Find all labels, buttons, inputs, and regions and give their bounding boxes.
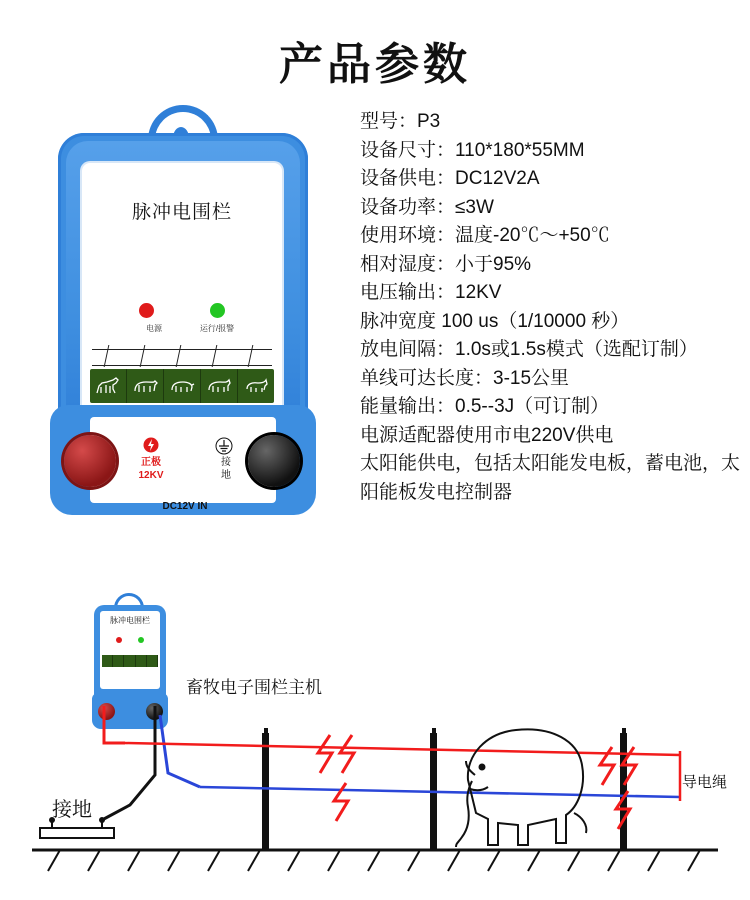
goat-icon xyxy=(201,369,238,403)
sheep-icon xyxy=(238,369,274,403)
ground-terminal-knob xyxy=(248,435,300,487)
power-led-label: 电源 xyxy=(146,324,162,333)
livestock-icon-strip xyxy=(90,369,274,403)
cow-icon xyxy=(127,369,164,403)
spec-item-single-line-length: 单线可达长度：3-15公里 xyxy=(360,367,570,389)
run-alarm-led-label: 运行/报警 xyxy=(199,324,235,333)
installation-diagram xyxy=(0,575,750,900)
device-front-panel xyxy=(82,163,282,413)
spec-item-solar: 太阳能供电，包括太阳能发电板，蓄电池，太阳能板发电控制器 xyxy=(360,453,741,503)
spec-item-power-supply: 设备供电：DC12V2A xyxy=(360,168,540,189)
spec-item-discharge-interval: 放电间隔：1.0s或1.5s模式（选配订制） xyxy=(360,339,698,360)
dc-input-label: DC12V IN xyxy=(162,501,208,512)
run-alarm-led-icon xyxy=(210,303,225,318)
spec-item-voltage-output: 电压输出：12KV xyxy=(360,282,502,303)
positive-terminal-label xyxy=(128,457,174,482)
spec-list xyxy=(360,108,750,507)
device-brand-label: 脉冲电围栏 xyxy=(131,202,232,223)
diagram-ground-label: 接地 xyxy=(52,799,92,821)
spec-item-power-consumption: 设备功率：≤3W xyxy=(360,196,494,218)
spec-item-dimensions: 设备尺寸：110*180*55MM xyxy=(360,139,585,161)
diagram-mini-brand-label: 脉冲电围栏 xyxy=(110,616,150,625)
positive-terminal-label-line1: 正极 xyxy=(141,457,161,468)
fence-wire-graphic xyxy=(92,345,272,371)
diagram-host-label: 畜牧电子围栏主机 xyxy=(186,678,322,697)
ground-terminal-label-line1: 接 xyxy=(221,457,231,468)
diagram-rope-label: 导电绳 xyxy=(682,774,728,791)
spec-item-energy-output: 能量输出：0.5--3J（可订制） xyxy=(360,396,610,417)
spec-item-adapter: 电源适配器使用市电220V供电 xyxy=(360,424,614,446)
spec-item-operating-environment: 使用环境：温度-20℃～+50℃ xyxy=(360,225,610,246)
horse-icon xyxy=(90,369,127,403)
spec-item-model: 型号：P3 xyxy=(360,111,441,132)
ground-terminal-label xyxy=(206,457,246,482)
page-title: 产品参数 xyxy=(279,40,471,89)
diagram-vector-layer xyxy=(0,575,750,900)
positive-terminal-label-line2: 12KV xyxy=(138,469,164,481)
power-led-icon xyxy=(139,303,154,318)
positive-terminal-knob xyxy=(64,435,116,487)
product-device-illustration xyxy=(40,105,330,545)
ground-terminal-label-line2: 地 xyxy=(221,469,231,481)
spec-item-humidity: 相对湿度：小于95% xyxy=(360,253,532,275)
spec-item-pulse-width: 脉冲宽度 100 us（1/10000 秒） xyxy=(360,310,630,332)
pig-icon xyxy=(164,369,201,403)
